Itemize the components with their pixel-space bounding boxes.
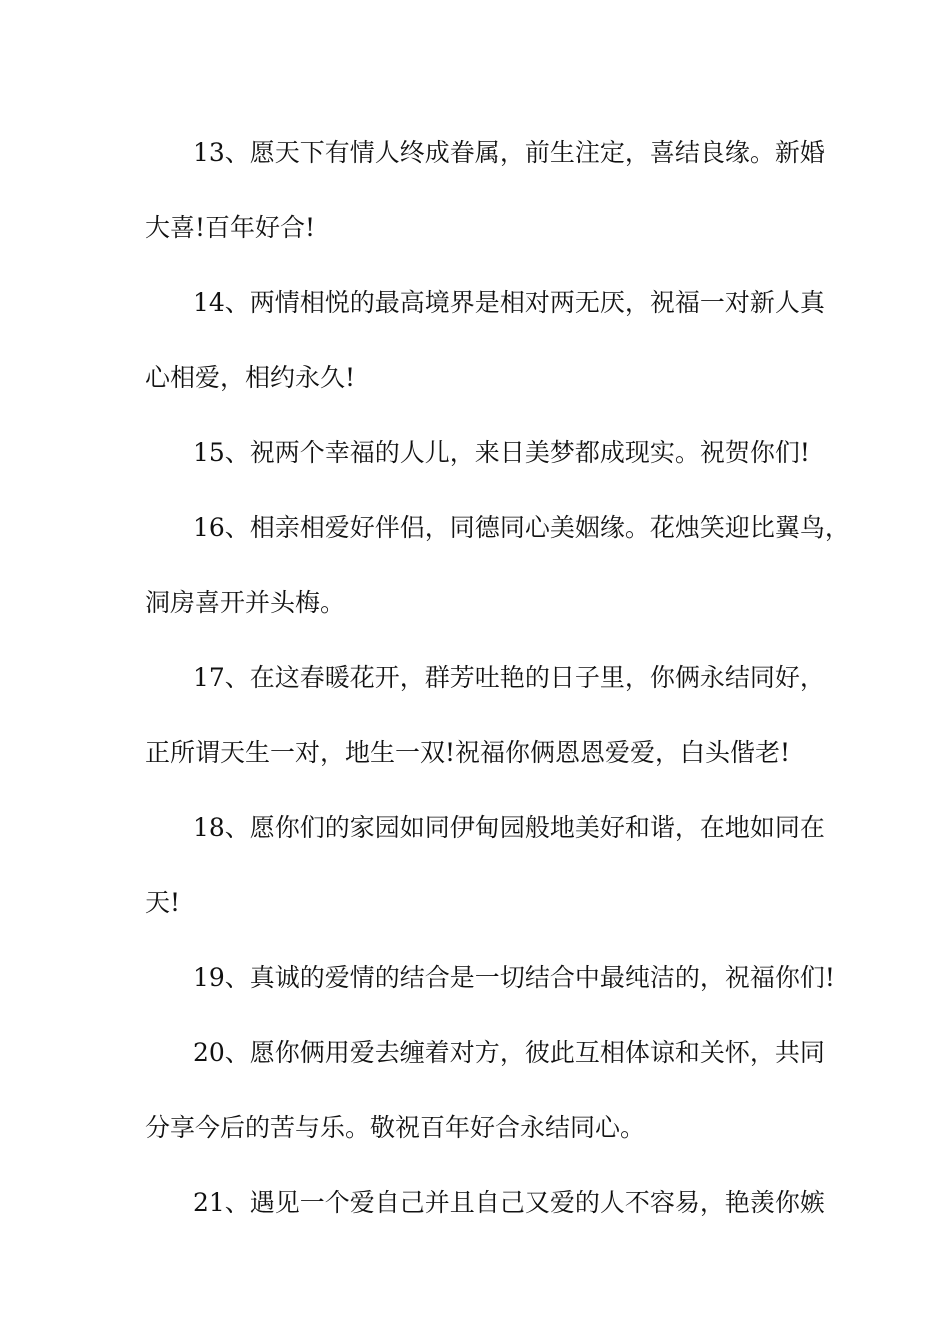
text-line: 16、相亲相爱好伴侣，同德同心美姻缘。花烛笑迎比翼鸟， bbox=[193, 513, 850, 542]
text-line: 洞房喜开并头梅。 bbox=[145, 588, 346, 617]
text-line: 大喜!百年好合! bbox=[145, 213, 316, 242]
text-line: 心相爱，相约永久! bbox=[145, 363, 356, 392]
text-line: 分享今后的苦与乐。敬祝百年好合永结同心。 bbox=[145, 1113, 646, 1142]
text-line: 13、愿天下有情人终成眷属，前生注定，喜结良缘。新婚 bbox=[193, 138, 825, 167]
text-line: 18、愿你们的家园如同伊甸园般地美好和谐，在地如同在 bbox=[193, 813, 825, 842]
text-line: 17、在这春暖花开，群芳吐艳的日子里，你俩永结同好， bbox=[193, 663, 825, 692]
text-line: 天! bbox=[145, 888, 181, 917]
text-line: 14、两情相悦的最高境界是相对两无厌，祝福一对新人真 bbox=[193, 288, 825, 317]
text-line: 正所谓天生一对，地生一双!祝福你俩恩恩爱爱，白头偕老! bbox=[145, 738, 791, 767]
text-line: 15、祝两个幸福的人儿，来日美梦都成现实。祝贺你们! bbox=[193, 438, 810, 467]
text-line: 21、遇见一个爱自己并且自己又爱的人不容易，艳羡你嫉 bbox=[193, 1188, 825, 1217]
text-line: 19、真诚的爱情的结合是一切结合中最纯洁的，祝福你们! bbox=[193, 963, 835, 992]
text-line: 20、愿你俩用爱去缠着对方，彼此互相体谅和关怀，共同 bbox=[193, 1038, 825, 1067]
